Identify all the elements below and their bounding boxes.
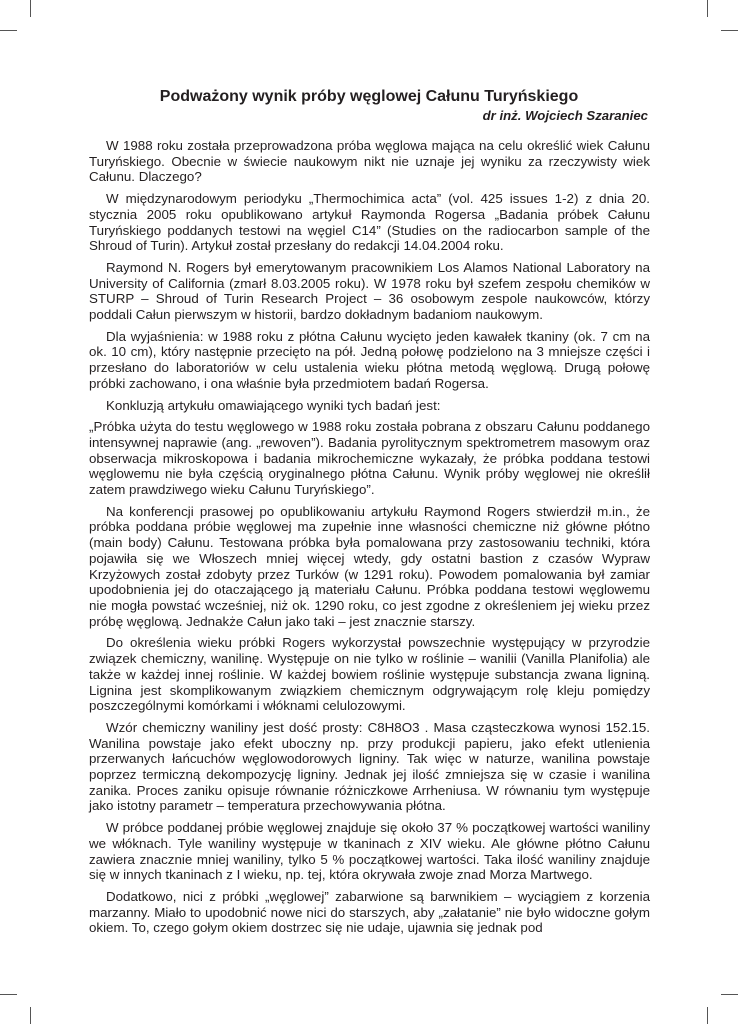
crop-mark-top-left-h [0, 30, 17, 31]
article-author: dr inż. Wojciech Szaraniec [482, 108, 648, 123]
quote-paragraph: „Próbka użyta do testu węglowego w 1988 roku została pobrana z obszaru Całunu poddanego intensywnej naprawie (ang. „rewoven”). Badania pyrolitycznym spektrometrem masowym oraz obserwacja mikroskopowa i badania mikrochemiczne wykazały, że próbka poddana testowi węglowemu nie była częścią oryginalnego płótna Całunu. Wynik próby węglowej nie określił zatem prawdziwego wieku Całunu Turyńskiego”. [89, 419, 650, 498]
article-body [89, 138, 650, 942]
paragraph: W międzynarodowym periodyku „Thermochimica acta” (vol. 425 issues 1-2) z dnia 20. stycznia 2005 roku opublikowano artykuł Raymonda Rogersa „Badania próbek Całunu Turyńskiego poddanych testowi na węgiel C14” (Studies on the radiocarbon sample of the Shroud of Turin). Artykuł został przesłany do redakcji 14.04.2004 roku. [89, 191, 650, 254]
crop-mark-top-right-h [721, 30, 738, 31]
crop-mark-bottom-right-h [721, 994, 738, 995]
crop-mark-top-right [707, 0, 708, 17]
paragraph: Do określenia wieku próbki Rogers wykorzystał powszechnie występujący w przyrodzie związek chemiczny, wanilinę. Występuje on nie tylko w roślinie – wanilii (Vanilla Planifolia) ale także w każdej innej roślinie. W każdej bowiem roślinie występuje substancja zwana ligniną. Lignina jest skomplikowanym związkiem chemicznym odgrywającym rolę kleju pomiędzy poszczególnymi komórkami i włóknami celulozowymi. [89, 635, 650, 714]
paragraph: Na konferencji prasowej po opublikowaniu artykułu Raymond Rogers stwierdził m.in., że próbka poddana próbie węglowej ma zupełnie inne własności chemiczne niż główne płótno (main body) Całunu. Testowana próbka była pomalowana przy zastosowaniu techniki, która pojawiła się we Włoszech mniej więcej wtedy, gdy ostatni bastion z czasów Wypraw Krzyżowych został zdobyty przez Turków (w 1291 roku). Powodem pomalowania był zamiar upodobnienia jej do otaczającego ją materiału Całunu. Próbka poddana testowi węglowemu nie mogła powstać wcześniej, niż ok. 1290 roku, co jest zgodne z określeniem jej wieku przez próbę węglową. Jednakże Całun jako taki – jest znacznie starszy. [89, 503, 650, 629]
paragraph: Raymond N. Rogers był emerytowanym pracownikiem Los Alamos National Laboratory na University of California (zmarł 8.03.2005 roku). W 1978 roku był szefem zespołu chemików w STURP – Shroud of Turin Research Project – 36 osobowym zespole naukowców, którzy poddali Całun pierwszym w historii, bardzo dokładnym badaniom naukowym. [89, 259, 650, 323]
paragraph: W próbce poddanej próbie węglowej znajduje się około 37 % początkowej wartości waniliny we włóknach. Tyle waniliny występuje w tkaninach z XIV wieku. Ale główne płótno Całunu zawiera znacznie mniej waniliny, tylko 5 % początkowej wartości. Taka ilość waniliny znajduje się w innych tkaninach z I wieku, np. tej, która okrywała zwoje znad Morza Martwego. [89, 820, 650, 883]
crop-mark-bottom-right [707, 1007, 708, 1024]
article-title: Podważony wynik próby węglowej Całunu Turyńskiego [159, 88, 579, 105]
crop-mark-bottom-left [30, 1007, 31, 1024]
paragraph: Wzór chemiczny waniliny jest dość prosty: C8H8O3 . Masa cząsteczkowa wynosi 152.15. Wanilina powstaje jako efekt uboczny np. przy produkcji papieru, jako efekt utlenienia przerwanych łańcuchów węglowodorowych ligniny. Tak więc w naturze, wanilina powstaje poprzez termiczną dekompozycję ligniny. Jednak jej ilość zmniejsza się w czasie i wanilina zanika. Proces zaniku opisuje równanie różniczkowe Arrheniusa. W równaniu tym występuje jako istotny parametr – temperatura przechowywania płótna. [89, 719, 650, 814]
paragraph: Dodatkowo, nici z próbki „węglowej” zabarwione są barwnikiem – wyciągiem z korzenia marzanny. Miało to upodobnić nowe nici do starszych, aby „załatanie” nie było widoczne gołym okiem. To, czego gołym okiem dostrzec się nie udaje, ujawnia się jednak pod [89, 888, 650, 936]
paragraph: Konkluzją artykułu omawiającego wyniki tych badań jest: [106, 397, 441, 413]
paragraph: Dla wyjaśnienia: w 1988 roku z płótna Całunu wycięto jeden kawałek tkaniny (ok. 7 cm na ok. 10 cm), który następnie przecięto na pół. Jedną połowę podzielono na 3 mniejsze części i przesłano do laboratoriów w celu ustalenia wieku płótna metodą węglową. Drugą połowę próbki zachowano, i ona właśnie była przedmiotem badań Rogersa. [89, 328, 650, 391]
crop-mark-top-left [30, 0, 31, 17]
crop-mark-bottom-left-h [0, 994, 17, 995]
paragraph: W 1988 roku została przeprowadzona próba węglowa mająca na celu określić wiek Całunu Turyńskiego. Obecnie w świecie naukowym nikt nie uznaje jej wyniku za rzeczywisty wiek Całunu. Dlaczego? [89, 138, 650, 185]
